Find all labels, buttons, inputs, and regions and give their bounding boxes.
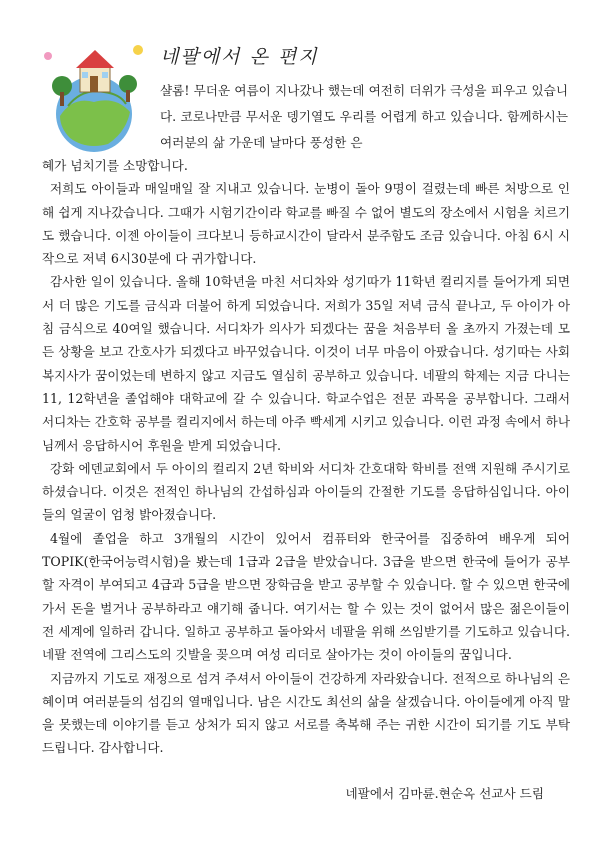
paragraph: 감사한 일이 있습니다. 올해 10학년을 마친 서디차와 성기따가 11학년 컬리지를 들어가게 되면서 더 많은 기도를 금식과 더불어 하게 되었습니다. 저희가 35일 저녁 금식 끝나고, 두 아이가 아침 금식으로 40여일 했습니다. 서디차가 의사가 되겠다는 꿈을 처음부터 올 초까지 가졌는데 모든 상황을 보고 간호사가 되겠다고 바꾸었습니다. 이것이 너무 마음이 아팠습니다. 성기따는 사회복지사가 꿈이었는데 변하지 않고 지금도 열심히 공부하고 있습니다. 네팔의 학제는 지금 다니는 11, 12학년을 졸업해야 대학교에 갈 수 있습니다. 학교수업은 전문 과목을 공부합니다. 그래서 서디차는 간호학 공부를 컬리지에서 하는데 아주 빡세게 시키고 있습니다. 이런 과정 속에서 하나님께서 응답하시어 후원을 받게 되었습니다. bbox=[42, 274, 570, 453]
letter-intro: 샬롬! 무더운 여름이 지나갔나 했는데 여전히 더위가 극성을 피우고 있습니다. 코로나만큼 무서운 뎅기열도 우리를 어렵게 하고 있습니다. 함께하시는 여러분의 삶 가운데 날마다 풍성한 은 bbox=[160, 83, 568, 150]
letter-body bbox=[42, 154, 570, 760]
paragraph: 4월에 졸업을 하고 3개월의 시간이 있어서 컴퓨터와 한국어를 집중하여 배우게 되어 TOPIK(한국어능력시험)을 봤는데 1급과 2급을 받았습니다. 3급을 받으면 한국에 들어가 공부할 자격이 부여되고 4급과 5급을 받으면 장학금을 받고 공부할 수 있습니다. 할 수 있으면 한국에 가서 돈을 벌거나 공부하라고 얘기해 줍니다. 여기서는 할 수 있는 것이 없어서 많은 젊은이들이 전 세계에 일하러 갑니다. 일하고 공부하고 돌아와서 네팔을 위해 쓰임받기를 기도하고 있습니다. 네팔 전역에 그리스도의 깃발을 꽂으며 여성 리더로 살아가는 것이 아이들의 꿈입니다. bbox=[42, 530, 570, 663]
paragraph: 저희도 아이들과 매일매일 잘 지내고 있습니다. 눈병이 돌아 9명이 걸렸는데 빠른 처방으로 인해 쉽게 지나갔습니다. 그때가 시험기간이라 학교를 빠질 수 없어 별도의 장소에서 시험을 치르기도 했습니다. 이젠 아이들이 크다보니 등하교시간이 달라서 분주함도 조금 있습니다. 아침 6시 시작으로 저녁 6시30분에 다 귀가합니다. bbox=[42, 181, 570, 267]
paragraph: 강화 에덴교회에서 두 아이의 컬리지 2년 학비와 서디차 간호대학 학비를 전액 지원해 주시기로 하셨습니다. 이것은 전적인 하나님의 간섭하심과 아이들의 간절한 기도를 응답하심입니다. 아이들의 얼굴이 엄청 밝아졌습니다. bbox=[42, 460, 570, 523]
signature: 네팔에서 김마륜.현순옥 선교사 드림 bbox=[345, 786, 544, 801]
globe-house-illustration bbox=[38, 36, 148, 156]
paragraph: 지금까지 기도로 재정으로 섬겨 주셔서 아이들이 건강하게 자라왔습니다. 전적으로 하나님의 은혜이며 여러분들의 섬김의 열매입니다. 남은 시간도 최선의 삶을 살겠습니다. 아이들에게 아직 말을 못했는데 이야기를 듣고 상처가 되지 않고 서로를 축복해 주는 귀한 시간이 되기를 기도 부탁드립니다. 감사합니다. bbox=[42, 670, 570, 756]
paragraph: 혜가 넘치기를 소망합니다. bbox=[42, 158, 188, 173]
letter-title: 네팔에서 온 편지 bbox=[160, 46, 319, 68]
